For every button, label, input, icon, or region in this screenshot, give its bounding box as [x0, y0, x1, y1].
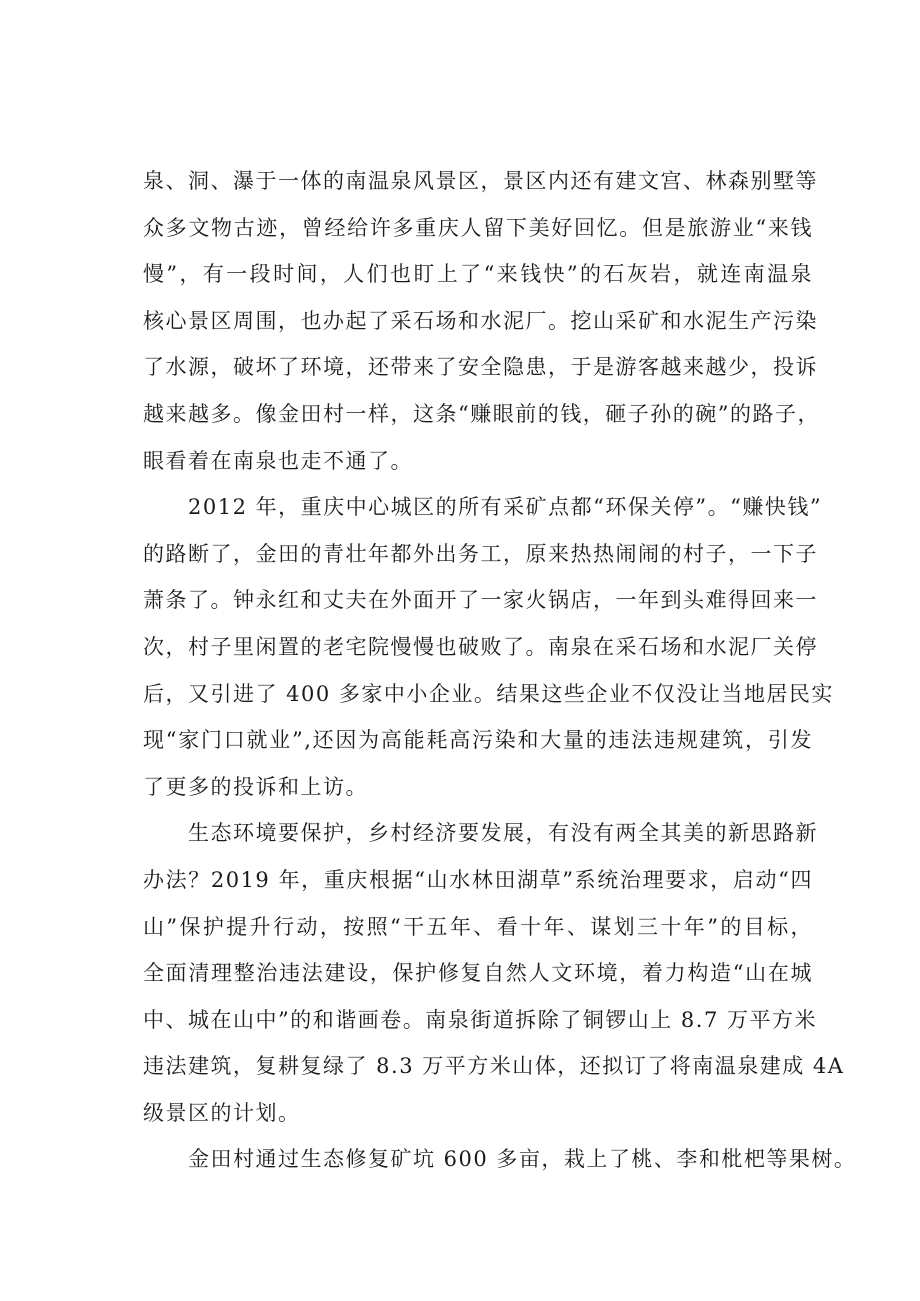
text-line: 核心景区周围，也办起了采石场和水泥厂。挖山采矿和水泥生产污染: [143, 308, 818, 333]
paragraph-3: [143, 810, 845, 1136]
paragraph-2: [143, 484, 834, 810]
text-line: 山”保护提升行动，按照“干五年、看十年、谋划三十年”的目标，: [143, 914, 813, 939]
text-line: 慢”，有一段时间，人们也盯上了“来钱快”的石灰岩，就连南温泉: [143, 262, 813, 287]
text-line: 眼看着在南泉也走不通了。: [143, 448, 413, 473]
text-line: 次，村子里闲置的老宅院慢慢也破败了。南泉在采石场和水泥厂关停: [143, 634, 818, 659]
text-line: 后，又引进了 400 多家中小企业。结果这些企业不仅没让当地居民实: [143, 681, 834, 706]
text-line: 现“家门口就业”,还因为高能耗高污染和大量的违法违规建筑，引发: [143, 728, 813, 753]
text-line: 了更多的投诉和上访。: [143, 774, 368, 799]
text-line: 办法？2019 年，重庆根据“山水林田湖草”系统治理要求，启动“四: [143, 867, 813, 892]
text-line: 生态环境要保护，乡村经济要发展，有没有两全其美的新思路新: [143, 821, 818, 846]
body-text: [143, 158, 857, 1183]
text-line: 的路断了，金田的青壮年都外出务工，原来热热闹闹的村子，一下子: [143, 541, 818, 566]
paragraph-4: [143, 1136, 857, 1183]
text-line: 了水源，破坏了环境，还带来了安全隐患，于是游客越来越少，投诉: [143, 355, 818, 380]
text-line: 金田村通过生态修复矿坑 600 多亩，栽上了桃、李和枇杷等果树。: [143, 1147, 857, 1172]
text-line: 众多文物古迹，曾经给许多重庆人留下美好回忆。但是旅游业“来钱: [143, 215, 813, 240]
text-line: 越来越多。像金田村一样，这条“赚眼前的钱，砸子孙的碗”的路子，: [143, 401, 820, 426]
text-line: 违法建筑，复耕复绿了 8.3 万平方米山体，还拟订了将南温泉建成 4A: [143, 1054, 845, 1079]
text-line: 全面清理整治违法建设，保护修复自然人文环境，着力构造“山在城: [143, 961, 813, 986]
text-line: 级景区的计划。: [143, 1100, 301, 1125]
text-line: 中、城在山中”的和谐画卷。南泉街道拆除了铜锣山上 8.7 万平方米: [143, 1007, 817, 1032]
text-line: 萧条了。钟永红和丈夫在外面开了一家火锅店，一年到头难得回来一: [143, 588, 818, 613]
text-line: 泉、洞、瀑于一体的南温泉风景区，景区内还有建文宫、林森别墅等: [143, 169, 818, 193]
paragraph-1: [143, 158, 820, 484]
text-line: 2012 年，重庆中心城区的所有采矿点都“环保关停”。“赚快钱”: [143, 495, 823, 520]
